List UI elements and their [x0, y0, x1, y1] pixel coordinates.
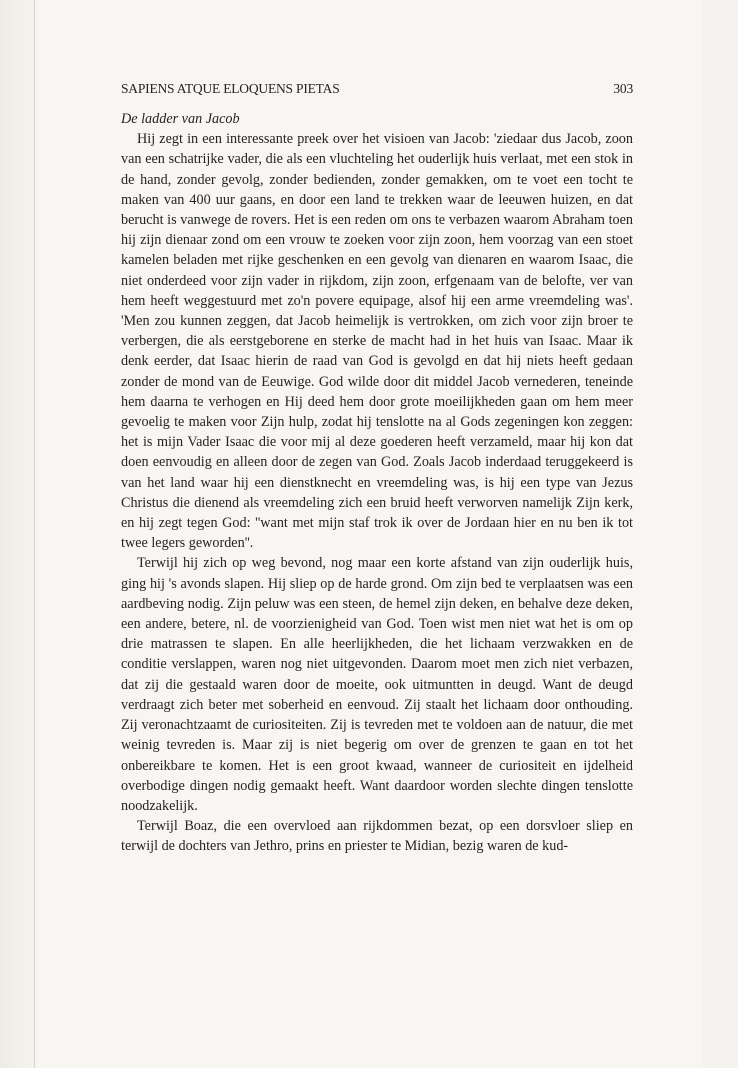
scan-margin: [0, 0, 34, 1068]
book-page: [36, 0, 702, 1068]
paragraph-1: Hij zegt in een interessante preek over het visioen van Jacob: 'ziedaar dus Jacob, zoon van een schatrijke vader, die als een vluchteling het ouderlijk huis verlaat, met een stok in de hand, zonder gevolg, zonder bedienden, zonder gemakken, om te voet een tocht te maken van 400 uur gaans, en door een land te trekken waar de leeuwen huizen, en dat berucht is vanwege de rovers. Het is een reden om ons te verbazen waarom Abraham toen hij zijn dienaar zond om een vrouw te zoeken voor zijn zoon, hem voorzag van een stoet kamelen beladen met rijke geschenken en een gevolg van dienaren en waarom Isaac, die niet onderdeed voor zijn vader in rijkdom, zijn zoon, erfgenaam van de belofte, ver van hem heeft weggestuurd met zo'n povere equipage, alsof hij een arme vreemdeling was'. 'Men zou kunnen zeggen, dat Jacob heimelijk is vertrokken, om zich voor zijn broer te verbergen, die als eerstgeborene en sterke de macht had in het huis van Isaac. Maar ik denk eerder, dat Isaac hierin de raad van God is gevolgd en dat hij niets heeft gedaan zonder de mond van de Eeuwige. God wilde door dit middel Jacob vernederen, teneinde hem daarna te verhogen en Hij deed hem door grote moeilijkheden gaan om hem meer gevoelig te maken voor Zijn hulp, zodat hij tenslotte na al Gods zegeningen kon zeggen: het is mijn Vader Isaac die voor mij al deze goederen heeft verzameld, maar hij kon dat doen eenvoudig en alleen door de zegen van God. Zoals Jacob inderdaad teruggekeerd is van het land waar hij een dienstknecht en vreemdeling was, is hij een type van Jezus Christus die dienend als vreemdeling zich een bruid heeft verworven namelijk Zijn kerk, en hij zegt tegen God: ''want met mijn staf trok ik over de Jordaan hier en nu ben ik tot twee legers geworden''.: [121, 131, 633, 552]
text-block: [121, 79, 633, 857]
running-head-title: SAPIENS ATQUE ELOQUENS PIETAS: [121, 81, 340, 96]
section-title: De ladder van Jacob: [121, 111, 240, 127]
paragraph-3: Terwijl Boaz, die een overvloed aan rijkdommen bezat, op een dorsvloer sliep en terwijl de dochters van Jethro, prins en priester te Midian, bezig waren de kud-: [121, 818, 633, 855]
page-number: 303: [613, 81, 633, 96]
scan-edge-line: [34, 0, 35, 1068]
running-head: [121, 79, 633, 101]
paragraph-2: Terwijl hij zich op weg bevond, nog maar een korte afstand van zijn ouderlijk huis, ging hij 's avonds slapen. Hij sliep op de harde grond. Om zijn bed te verplaatsen was een aardbeving nodig. Zijn peluw was een steen, de hemel zijn deken, en behalve deze deken, een andere, betere, nl. de voorzienigheid van God. Toen wist men niet wat het is om op drie matrassen te slapen. En alle heerlijkheden, die het lichaam verzwakken en de conditie verslappen, waren nog niet uitgevonden. Daarom moet men zich niet verbazen, dat zij die gestaald waren door de moeite, ook uitmuntten in deugd. Want de deugd verdraagt zich beter met soberheid en eenvoud. Zij staalt het lichaam door onthouding. Zij veronachtzaamt de curiositeiten. Zij is tevreden met te voldoen aan de natuur, die met weinig tevreden is. Maar zij is niet begerig om over de grenzen te gaan en tot het onbereikbare te komen. Het is een groot kwaad, wanneer de curiositeit en ijdelheid overbodige dingen nodig gemaakt heeft. Want daardoor worden slechte dingen tenslotte noodzakelijk.: [121, 555, 633, 814]
